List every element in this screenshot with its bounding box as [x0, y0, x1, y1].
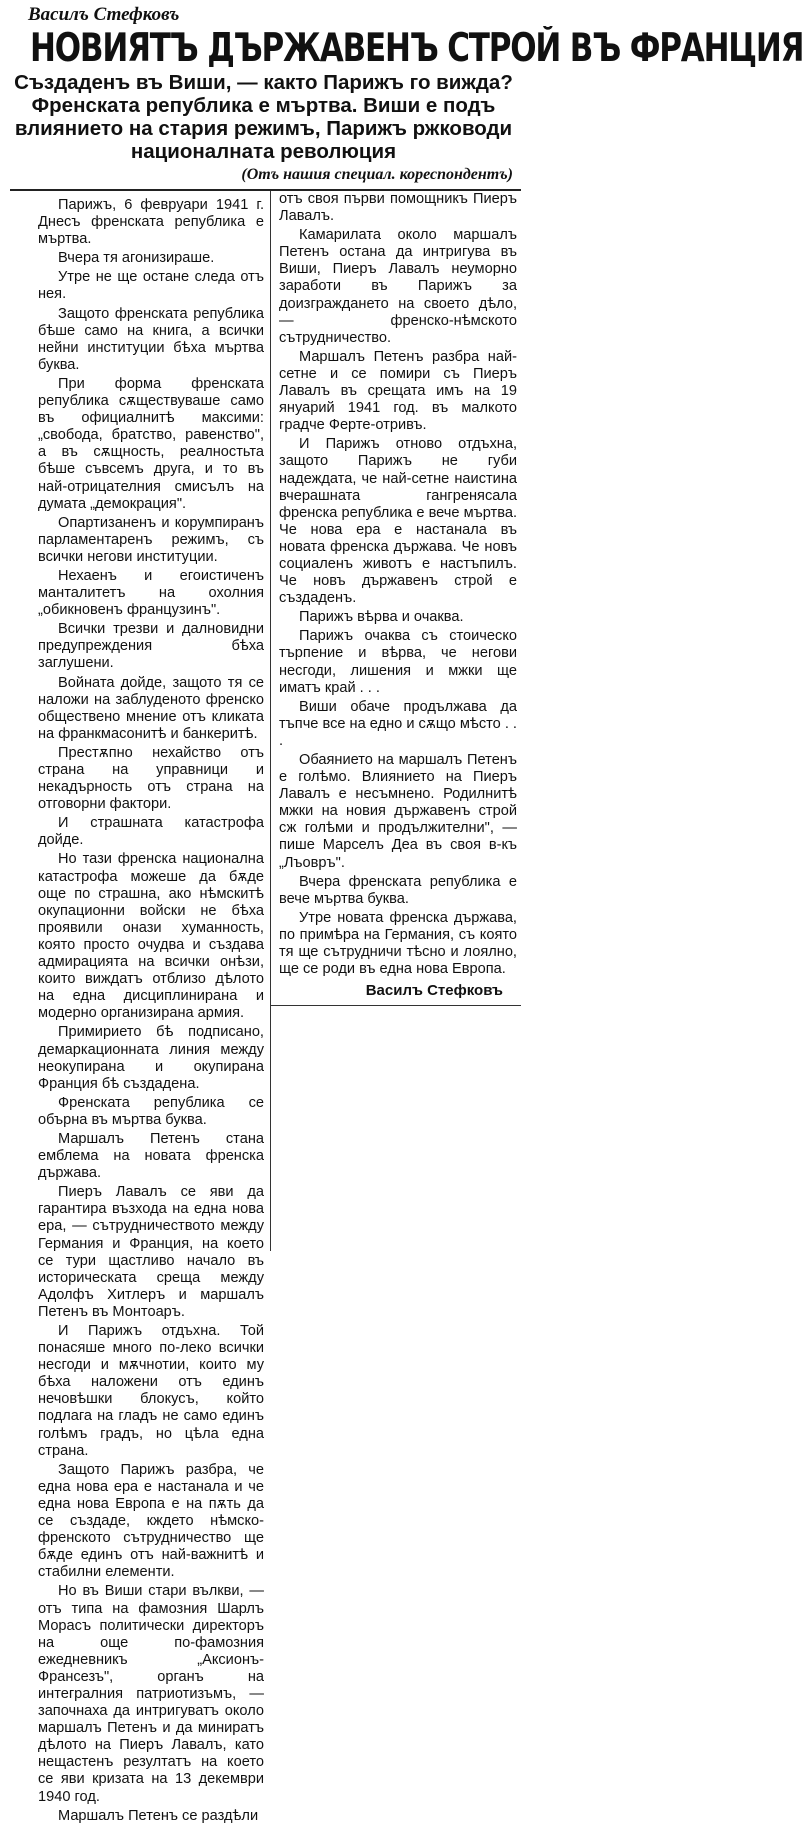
paragraph: Маршалъ Петенъ стана емблема на новата френска държава. — [38, 1130, 264, 1182]
author-byline-top: Василъ Стефковъ — [28, 4, 180, 25]
paragraph: Виши обаче продължава да тъпче все на едно и сѫщо мѣсто . . . — [279, 698, 517, 749]
paragraph: Опартизаненъ и корумпиранъ парламентаренъ режимъ, съ всички негови институции. — [38, 514, 264, 565]
paragraph: Войната дойде, защото тя се наложи на заблуденото френско обществено мнение отъ кликата на франкмасонитѣ и банкеритѣ. — [38, 674, 264, 742]
paragraph: Парижъ очаква съ стоическо търпение и вѣрва, че негови несгоди, лишения и мжки ще иматъ край . . . — [279, 628, 517, 696]
paragraph: Френската република се обърна въ мъртва буква. — [38, 1094, 264, 1128]
paragraph: Пиеръ Лавалъ се яви да гарантира възхода на една нова ера, — сътрудничеството между Германия и Франция, на което се тури щастливо начало въ историческата среща между Адолфъ Хитлеръ и маршалъ Петенъ въ Монтоаръ. — [38, 1184, 264, 1320]
paragraph: Защото френската република бѣше само на книга, а всички нейни институции бѣха мъртва буква. — [38, 305, 264, 373]
paragraph: Маршалъ Петенъ разбра най-сетне и се помири съ Пиеръ Лавалъ въ срещата имъ на 19 януарий 1941 год. въ малкото градче Ферте-отривъ. — [279, 348, 517, 434]
paragraph: При форма френската република сѫществуваше само въ официалнитѣ максими: „свобода, братство, равенство", а въ сѫщность, реалностьта бѣше съвсемъ друга, и то въ най-отрицателния смисълъ на думата „демокрация". — [38, 375, 264, 512]
paragraph: Парижъ вѣрва и очаква. — [299, 609, 464, 626]
paragraph: Примирието бѣ подписано, демаркационната линия между неокупирана и окупирана Франция бѣ създадена. — [38, 1024, 264, 1092]
paragraph: Камарилата около маршалъ Петенъ остана да интригува въ Виши, Пиеръ Лавалъ неуморно заработи въ Парижъ за доизграждането на своето дѣло, — френско-нѣмското сътрудничество. — [279, 227, 517, 346]
author-byline-end: Василъ Стефковъ — [365, 982, 503, 1000]
paragraph: Но тази френска национална катастрофа можеше да бѫде още по страшна, ако нѣмскитѣ окупационни войски не бѣха проявили онази хуманность, която просто очудва и създава адмирацията на всички онѣзи, които виждатъ отблизо дѣлото на една дисциплинирана и модерно организирана армия. — [38, 851, 264, 1022]
correspondent-note: (Отъ нашия специал. кореспондентъ) — [241, 166, 513, 183]
paragraph: Вчера френската република е вече мъртва буква. — [279, 873, 517, 907]
end-rule — [271, 1005, 521, 1006]
paragraph: И страшната катастрофа дойде. — [38, 815, 264, 849]
subheadline: Създаденъ въ Виши, — както Парижъ го вижда? Френската република е мъртва. Виши е подъ влиянието на стария режимъ, Парижъ ржководи националната революция — [14, 71, 513, 163]
article-body — [6, 191, 521, 1831]
left-column — [6, 191, 270, 1831]
paragraph: И Парижъ отново отдъхна, защото Парижъ не губи надеждата, че най-сетне наистина вчерашната гангренясала френска република е вече мъртва. Че нова ера е настанала въ новата френска държава. Че новъ социаленъ животъ е настъпилъ. Че новъ държавенъ строй е създаденъ. — [279, 436, 517, 607]
paragraph: Обаянието на маршалъ Петенъ е голѣмо. Влиянието на Пиеръ Лавалъ е несъмнено. Родилнитѣ мжки на новия държавенъ строй сж голѣми и продължителни", — пише Марселъ Деа въ своя в-къ „Лъовръ". — [279, 752, 517, 871]
paragraph: Маршалъ Петенъ се раздѣли — [58, 1807, 259, 1824]
paragraph: Утре не ще остане следа отъ нея. — [38, 269, 264, 303]
paragraph: Нехаенъ и егоистиченъ манталитетъ на охолния „обикновенъ французинъ". — [38, 567, 264, 619]
right-column — [271, 191, 521, 1831]
paragraph: И Парижъ отдъхна. Той понасяше много по-леко всички несгоди и мѫчнотии, които му бѣха наложени отъ единъ нечовѣшки блокусъ, който подлага на гладъ не само единъ голѣмъ градъ, но цѣла една страна. — [38, 1323, 264, 1459]
paragraph: Парижъ, 6 февруари 1941 г. Днесъ френската република е мъртва. — [38, 197, 264, 248]
paragraph: Утре новата френска държава, по примѣра на Германия, съ която тя ще сътрудничи тѣсно и лоялно, ще се роди въ една нова Европа. — [279, 909, 517, 978]
headline: НОВИЯТЪ ДЪРЖАВЕНЪ СТРОЙ ВЪ ФРАНЦИЯ — [30, 26, 803, 71]
paragraph: Но въ Виши стари вълкви, — отъ типа на фамозния Шарлъ Морасъ политически директоръ на още по-фамозния ежедневникъ „Аксионъ-Франсезъ", органъ на интегралния патриотизъмъ, — започнаха да интригуватъ около маршалъ Петенъ и да миниратъ дѣлото на Пиеръ Лавалъ, като нещастенъ резултатъ на което се яви кризата на 13 декември 1940 год. — [38, 1583, 264, 1805]
paragraph: Престѫпно нехайство отъ страна на управници и некадърность отъ страна на отговорни фактори. — [38, 744, 264, 813]
paragraph: Вчера тя агонизираше. — [58, 250, 215, 267]
paragraph: Защото Парижъ разбра, че една нова ера е настанала и че една нова Европа е на пѫть да се създаде, кждето нѣмско-френското сътрудничество ще бѫде единъ отъ най-важнитѣ и стабилни елементи. — [38, 1461, 264, 1581]
paragraph: отъ своя първи помощникъ Пиеръ Лавалъ. — [279, 191, 517, 225]
paragraph: Всички трезви и далновидни предупреждения бѣха заглушени. — [38, 621, 264, 672]
